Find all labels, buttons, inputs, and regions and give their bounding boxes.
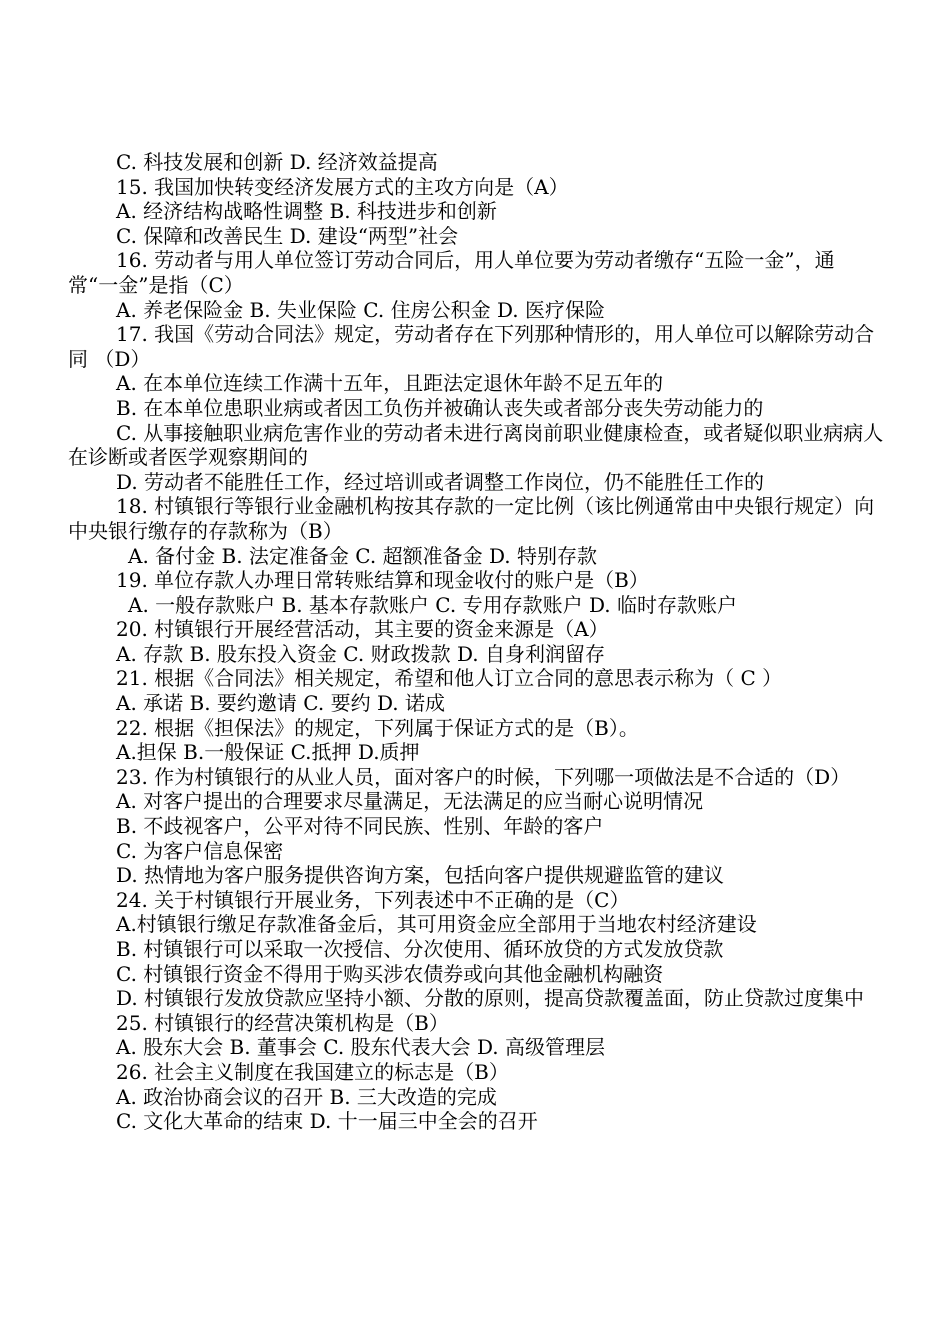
text-line: C. 为客户信息保密 [116, 838, 284, 863]
text-line: A. 政治协商会议的召开 B. 三大改造的完成 [116, 1084, 497, 1109]
text-line: A. 股东大会 B. 董事会 C. 股东代表大会 D. 高级管理层 [116, 1035, 605, 1060]
text-line: D. 村镇银行发放贷款应坚持小额、分散的原则，提高贷款覆盖面，防止贷款过度集中 [116, 986, 865, 1011]
text-line: B. 村镇银行可以采取一次授信、分次使用、循环放贷的方式发放贷款 [116, 937, 724, 961]
text-line: D. 劳动者不能胜任工作，经过培训或者调整工作岗位，仍不能胜任工作的 [116, 469, 765, 494]
text-line: B. 不歧视客户，公平对待不同民族、性别、年龄的客户 [116, 814, 604, 839]
text-line: C. 保障和改善民生 D. 建设“两型”社会 [116, 223, 459, 248]
text-line: A. 在本单位连续工作满十五年，且距法定退休年龄不足五年的 [116, 371, 664, 396]
text-line: A. 承诺 B. 要约邀请 C. 要约 D. 诺成 [116, 691, 445, 716]
text-line: 24. 关于村镇银行开展业务，下列表述中不正确的是（C） [116, 887, 630, 912]
text-line: A. 存款 B. 股东投入资金 C. 财政拨款 D. 自身利润留存 [116, 641, 605, 666]
text-line: 25. 村镇银行的经营决策机构是（B） [116, 1010, 449, 1035]
text-line: 16. 劳动者与用人单位签订劳动合同后，用人单位要为劳动者缴存“五险一金”，通常“一金”是指（C） [68, 248, 835, 297]
text-line: 20. 村镇银行开展经营活动，其主要的资金来源是（A） [116, 617, 609, 642]
text-line: 18. 村镇银行等银行业金融机构按其存款的一定比例（该比例通常由中央银行规定）向中央银行缴存的存款称为（B） [68, 494, 875, 543]
text-line: A. 备付金 B. 法定准备金 C. 超额准备金 D. 特别存款 [128, 543, 597, 568]
text-line: A. 经济结构战略性调整 B. 科技进步和创新 [116, 199, 497, 224]
text-line: 15. 我国加快转变经济发展方式的主攻方向是（A） [116, 174, 569, 199]
text-line: C. 文化大革命的结束 D. 十一届三中全会的召开 [116, 1109, 538, 1134]
text-line: A. 一般存款账户 B. 基本存款账户 C. 专用存款账户 D. 临时存款账户 [128, 592, 737, 617]
text-line: 21. 根据《合同法》相关规定，希望和他人订立合同的意思表示称为（ C ） [116, 666, 783, 691]
text-line: 17. 我国《劳动合同法》规定，劳动者存在下列那种情形的，用人单位可以解除劳动合同 （D） [68, 322, 875, 371]
text-line: A. 对客户提出的合理要求尽量满足，无法满足的应当耐心说明情况 [116, 789, 704, 814]
text-line: A. 养老保险金 B. 失业保险 C. 住房公积金 D. 医疗保险 [116, 297, 605, 322]
document-body [68, 150, 884, 1134]
text-line: C. 科技发展和创新 D. 经济效益提高 [116, 150, 438, 174]
text-line: 23. 作为村镇银行的从业人员，面对客户的时候，下列哪一项做法是不合适的（D） [116, 764, 851, 789]
text-line: 22. 根据《担保法》的规定，下列属于保证方式的是（B）。 [116, 715, 639, 740]
text-line: 26. 社会主义制度在我国建立的标志是（B） [116, 1059, 509, 1084]
text-line: 19. 单位存款人办理日常转账结算和现金收付的账户是（B） [116, 568, 649, 593]
text-line: D. 热情地为客户服务提供咨询方案，包括向客户提供规避监管的建议 [116, 863, 725, 888]
text-line: A.村镇银行缴足存款准备金后，其可用资金应全部用于当地农村经济建设 [116, 912, 757, 937]
text-line: C. 从事接触职业病危害作业的劳动者未进行离岗前职业健康检查，或者疑似职业病病人在诊断或者医学观察期间的 [68, 420, 884, 470]
text-line: C. 村镇银行资金不得用于购买涉农债券或向其他金融机构融资 [116, 961, 664, 986]
text-line: A.担保 B.一般保证 C.抵押 D.质押 [116, 740, 420, 765]
text-line: B. 在本单位患职业病或者因工负伤并被确认丧失或者部分丧失劳动能力的 [116, 395, 764, 420]
